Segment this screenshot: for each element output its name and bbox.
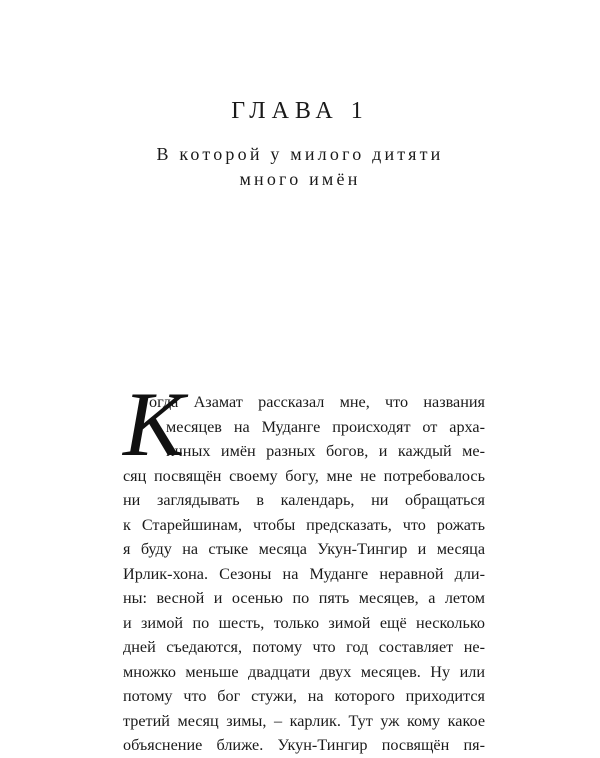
- text-line-9: ны: весной и осенью по пять месяцев, а летом: [123, 589, 485, 607]
- text-line-7: я буду на стыке месяца Укун-Тингир и месяца: [123, 540, 485, 558]
- chapter-subtitle-line-1: В которой у милого дитяти: [156, 144, 444, 164]
- text-line-4: сяц посвящён своему богу, мне не потребовалось: [123, 466, 485, 485]
- text-line-2: месяцев на Муданге происходят от арха-: [166, 417, 485, 436]
- text-line-15: объяснение ближе. Укун-Тингир посвящён пя-: [123, 736, 485, 754]
- text-line-12: множко меньше двадцати двух месяцев. Ну или: [123, 662, 485, 681]
- text-line-5: ни заглядывать в календарь, ни обращаться: [123, 491, 485, 509]
- text-line-14: третий месяц зимы, – карлик. Тут уж кому какое: [123, 711, 485, 730]
- text-line-1: огда Азамат рассказал мне, что названия: [149, 393, 485, 411]
- chapter-title: ГЛАВА 1: [231, 98, 369, 124]
- body-text: [123, 373, 485, 758]
- text-line-8: Ирлик-хона. Сезоны на Муданге неравной дли-: [123, 564, 485, 583]
- text-line-3: ичных имён разных богов, и каждый ме-: [166, 442, 485, 460]
- drop-cap-letter: К: [123, 373, 185, 475]
- text-line-6: к Старейшинам, чтобы предсказать, что рожать: [123, 515, 485, 534]
- chapter-subtitle-line-2: много имён: [239, 169, 361, 189]
- text-line-13: потому что бог стужи, на которого приходится: [123, 687, 485, 705]
- text-line-10: и зимой по шесть, только зимой ещё несколько: [123, 613, 485, 632]
- text-line-11: дней съедаются, потому что год составляет не-: [123, 638, 485, 656]
- chapter-subtitle: [0, 142, 600, 192]
